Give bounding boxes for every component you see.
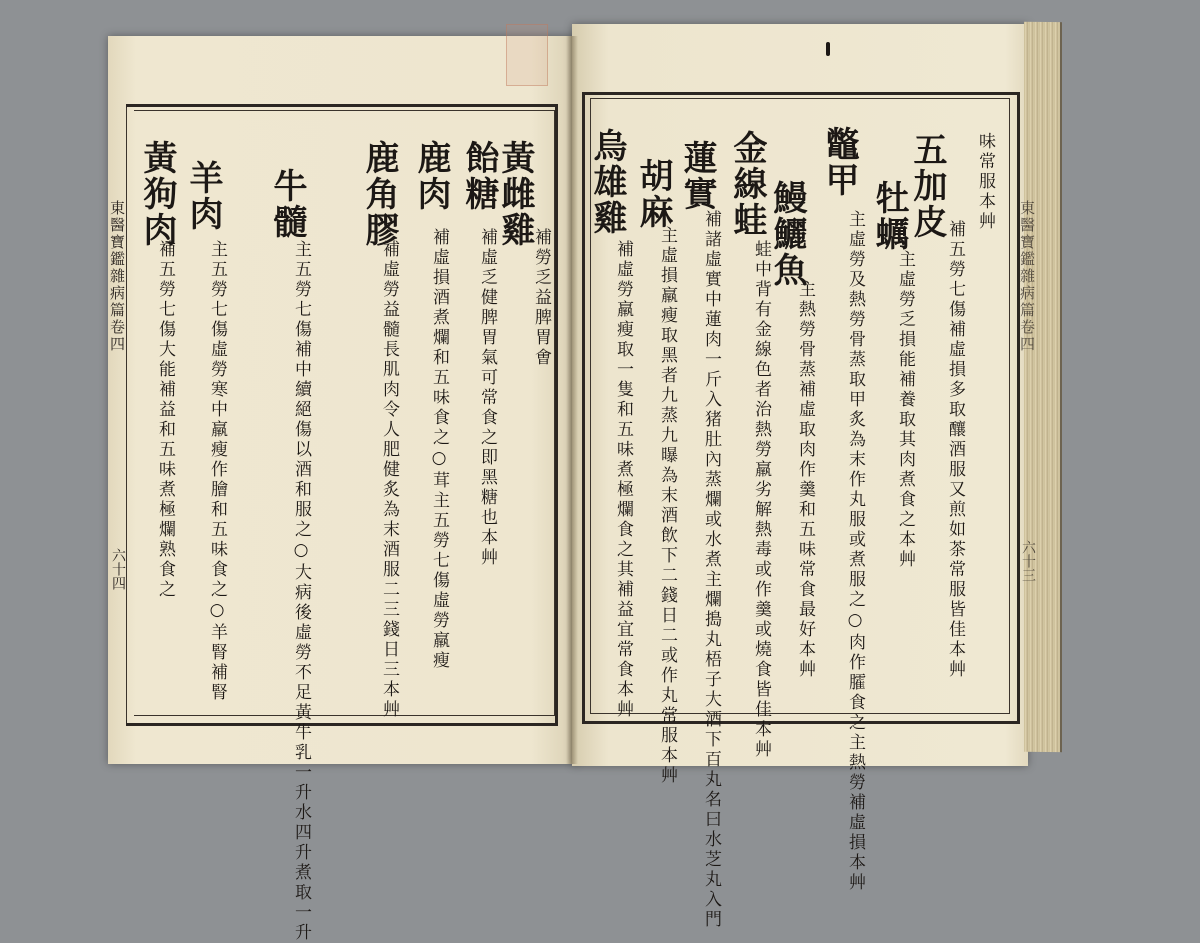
left-margin-title: 東醫寶鑑雜病篇卷四 xyxy=(108,200,126,353)
right-entry-2-head: 牡蠣 xyxy=(869,180,909,252)
left-entry-4-desc: 主五勞七傷補中續絕傷以酒和服之○大病後虛勞不足黃牛乳一升水四升煮取一升 xyxy=(291,240,311,943)
left-entry-0-desc: 補勞乏益脾胃㑹 xyxy=(531,228,551,368)
right-entry-0-desc: 味常服本艸 xyxy=(975,132,995,232)
right-entry-5-head: 金線蛙 xyxy=(727,130,767,238)
left-entry-3-desc: 補虛勞益髓長肌肉令人肥健炙為末酒服二三錢日三本艸 xyxy=(379,240,399,720)
left-entry-5-desc: 主五勞七傷虛勞寒中羸瘦作膾和五味食之○羊腎補腎 xyxy=(207,240,227,703)
right-entry-3-head: 鼈甲 xyxy=(819,126,859,198)
right-entry-6-head: 蓮實 xyxy=(677,140,717,212)
book-gutter xyxy=(566,36,578,764)
ink-mark xyxy=(826,42,830,56)
left-entry-1-desc: 補虛乏健脾胃氣可常食之即黑糖也本艸 xyxy=(477,228,497,568)
left-entry-2-head: 鹿肉 xyxy=(411,140,451,212)
right-entry-4-head: 鰻鱺魚 xyxy=(767,180,807,288)
right-entry-7-desc: 主虛損羸瘦取黑者九蒸九曝為末酒飲下二錢日二或作丸常服本艸 xyxy=(657,226,677,786)
right-entry-5-desc: 蛙中背有金線色者治熱勞羸劣解熱毒或作羹或燒食皆佳本艸 xyxy=(751,240,771,760)
right-entry-3-desc: 主虛勞及熱勞骨蒸取甲炙為末作丸服或煮服之○肉作臛食之主熱勞補虛損本艸 xyxy=(845,210,865,893)
left-entry-4-head: 牛髓 xyxy=(267,168,307,240)
right-entry-1-desc: 補五勞七傷補虛損多取釀酒服又煎如茶常服皆佳本艸 xyxy=(945,220,965,680)
left-entry-3-head: 鹿角膠 xyxy=(359,140,399,248)
right-entry-6-desc: 補諸虛實中蓮肉一斤入猪肚內蒸爛或水煮主爛搗丸梧子大酒下百丸名曰水芝丸入門 xyxy=(701,210,721,930)
right-entry-2-desc: 主虛勞乏損能補養取其肉煮食之本艸 xyxy=(895,250,915,570)
right-entry-8-head: 烏雄雞 xyxy=(587,128,627,236)
left-entry-0-head: 黃雌雞 xyxy=(495,140,535,248)
left-entry-6-desc: 補五勞七傷大能補益和五味煮極爛熟食之 xyxy=(155,240,175,600)
left-entry-2-desc: 補虛損酒煮爛和五味食之○茸主五勞七傷虛勞羸瘦 xyxy=(429,228,449,671)
right-margin-title: 東醫寶鑑雜病篇卷四 xyxy=(1018,200,1036,353)
right-entry-4-desc: 主熱勞骨蒸補虛取肉作羹和五味常食最好本艸 xyxy=(795,280,815,680)
right-entry-8-desc: 補虛勞羸瘦取一隻和五味煮極爛食之其補益宜常食本艸 xyxy=(613,240,633,720)
right-page-number: 六十三 xyxy=(1020,540,1036,582)
right-entry-1-head: 五加皮 xyxy=(907,132,947,240)
right-entry-7-head: 胡麻 xyxy=(633,158,673,230)
library-stamp xyxy=(506,24,548,86)
left-entry-5-head: 羊肉 xyxy=(183,160,223,232)
left-page-number: 六十四 xyxy=(110,548,126,590)
left-entry-6-head: 黃狗肉 xyxy=(137,140,177,248)
page-edges xyxy=(1024,22,1062,752)
left-entry-1-head: 飴糖 xyxy=(459,140,499,212)
